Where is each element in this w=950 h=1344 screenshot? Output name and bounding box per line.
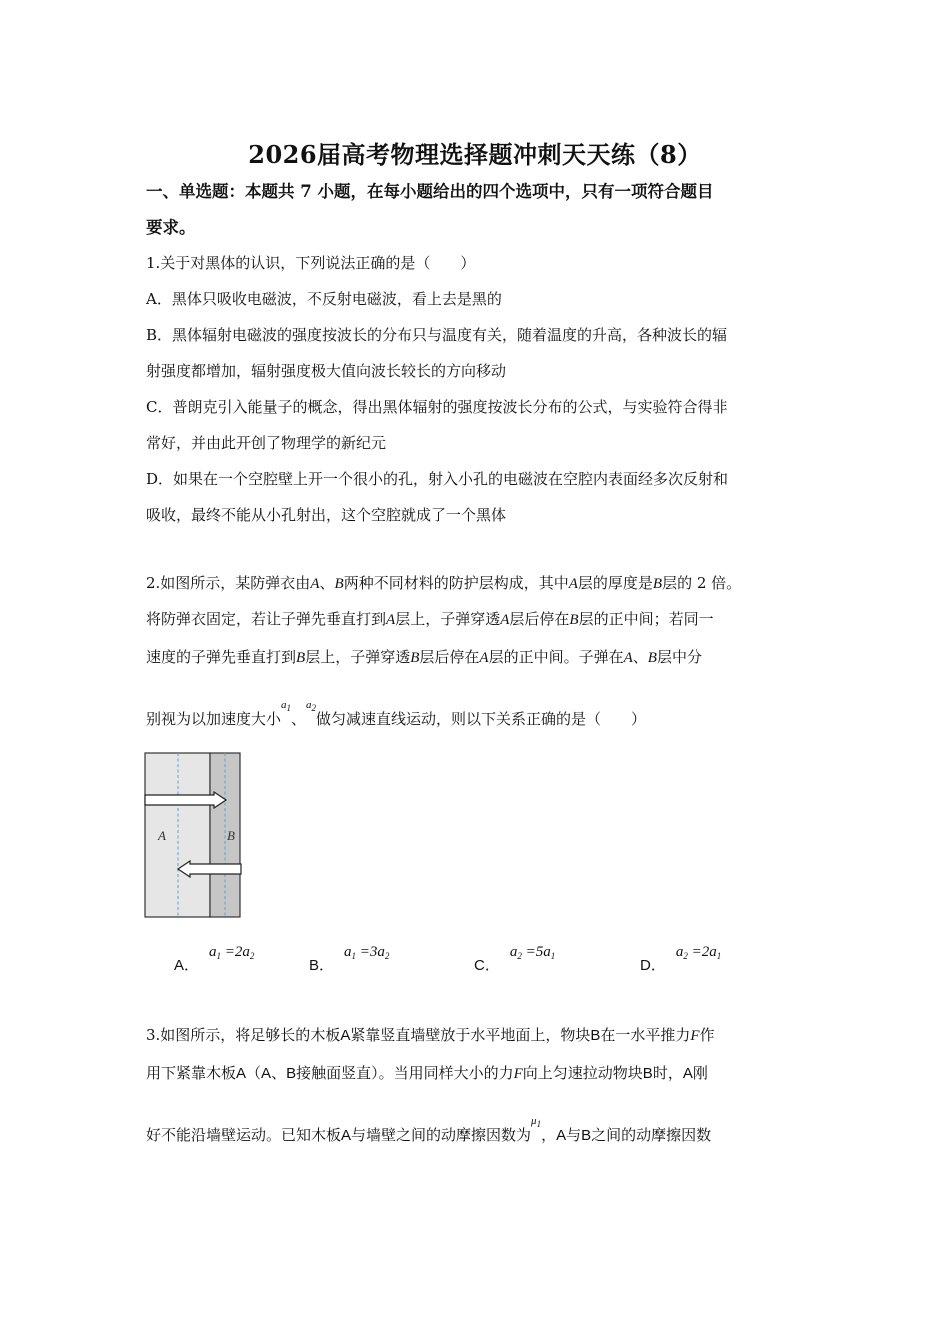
q1-option-c-line-2: 常好，并由此开创了物理学的新纪元 [146, 434, 387, 452]
q2-stem-line-1: 2.如图所示，某防弹衣由A、B两种不同材料的防护层构成，其中A层的厚度是B层的 2 倍。 [146, 574, 742, 592]
q1-stem: 1.关于对黑体的认识，下列说法正确的是（ ） [146, 254, 476, 272]
q3-stem-line-3: 好不能沿墙壁运动。已知木板A与墙壁之间的动摩擦因数为$^{\mu_1}$，A与B之间的动摩擦因数 [146, 1115, 712, 1144]
q1-option-d-line-2: 吸收，最终不能从小孔射出，这个空腔就成了一个黑体 [146, 506, 507, 524]
section-heading-line-2: 要求。 [146, 218, 196, 237]
q1-option-d-line-1: D．如果在一个空腔壁上开一个很小的孔，射入小孔的电磁波在空腔内表面经多次反射和 [146, 470, 729, 488]
bullet-arrow-left [178, 861, 241, 877]
symbol-mu1: μ1 [531, 1115, 542, 1129]
q1-option-b-line-2: 射强度都增加，辐射强度极大值向波长较长的方向移动 [146, 362, 507, 380]
label-a: A [158, 828, 166, 843]
q1-option-c-line-1: C．普朗克引入能量子的概念，得出黑体辐射的强度按波长分布的公式，与实验符合得非 [146, 398, 728, 416]
q2-stem-line-2: 将防弹衣固定，若让子弹先垂直打到A层上，子弹穿透A层后停在B层的正中间；若同一 [146, 610, 714, 628]
q2-option-d: D．$a_2 =2a_1$ [640, 944, 722, 974]
q3-stem-line-2: 用下紧靠木板A（A、B接触面竖直）。当用同样大小的力F向上匀速拉动物块B时，A刚 [146, 1064, 708, 1082]
label-b: B [227, 828, 235, 843]
q2-option-a: A．$a_1 =2a_2$ [174, 944, 255, 974]
q2-option-b: B．$a_1 =3a_2$ [309, 944, 390, 974]
q2-option-c: C．$a_2 =5a_1$ [474, 944, 556, 974]
q1-option-a: A．黑体只吸收电磁波，不反射电磁波，看上去是黑的 [146, 290, 502, 308]
symbol-a1: a1 [281, 699, 292, 713]
q3-stem-line-1: 3.如图所示，将足够长的木板A紧靠竖直墙壁放于水平地面上，物块B在一水平推力F作 [146, 1026, 715, 1044]
q1-option-b-line-1: B．黑体辐射电磁波的强度按波长的分布只与温度有关，随着温度的升高，各种波长的辐 [146, 326, 728, 344]
section-heading-line-1: 一、单选题：本题共 7 小题，在每小题给出的四个选项中，只有一项符合题目 [146, 182, 714, 201]
page-title: 2026届高考物理选择题冲刺天天练（8） [248, 140, 702, 169]
q2-stem-line-3: 速度的子弹先垂直打到B层上，子弹穿透B层后停在A层的正中间。子弹在A、B层中分 [146, 648, 702, 666]
bullet-arrow-right [145, 792, 226, 808]
symbol-a2: a2 [306, 699, 317, 713]
bulletproof-vest-diagram [144, 752, 242, 918]
q2-stem-line-4: 别视为以加速度大小$^{a_1}$、$^{a_2}$做匀减速直线运动，则以下关系正确的是（ ） [146, 699, 647, 728]
